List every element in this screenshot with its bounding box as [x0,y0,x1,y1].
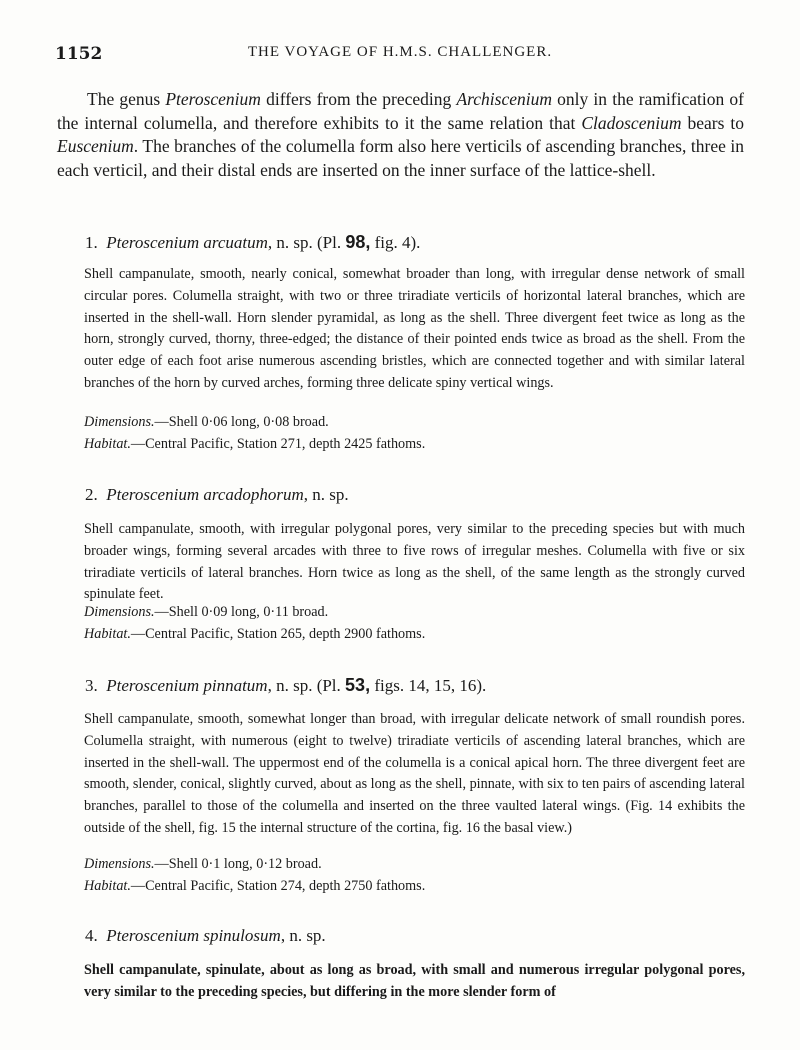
running-header [55,44,745,68]
genus-name: Pteroscenium [165,89,261,109]
species-name: Pteroscenium arcuatum [106,233,268,252]
dimensions-line: Dimensions.—Shell 0·09 long, 0·11 broad. [84,604,329,620]
species-heading: 2. Pteroscenium arcadophorum, n. sp. [85,485,349,504]
running-title: THE VOYAGE OF H.M.S. CHALLENGER. [247,44,553,60]
dimensions-line: Dimensions.—Shell 0·06 long, 0·08 broad. [84,414,329,430]
habitat-line: Habitat.—Central Pacific, Station 265, depth 2900 fathoms. [84,626,426,642]
species-description: Shell campanulate, smooth, somewhat longer than broad, with irregular delicate network of small roundish pores. Columella straight, with numerous (eight to twelve) triradiate verticils of ascending lateral branches, which are inserted in the shell-wall. The uppermost end of the columella is a conical apical horn. The three divergent feet are smooth, slender, conical, slightly curved, about as long as the shell, pinnate, with six to ten pairs of ascending lateral branches, parallel to those of the columella and inserted on the three vaulted lateral wings. (Fig. 14 exhibits the outside of the shell, fig. 15 the internal structure of the cortina, fig. 16 the basal view.) [84,711,745,836]
species-name: Pteroscenium arcadophorum [106,485,304,504]
species-description: Shell campanulate, smooth, nearly conical, somewhat broader than long, with irregular dense network of small circular pores. Columella straight, with two or three triradiate verticils of horizontal lateral branches, which are inserted in the shell-wall. Horn slender pyramidal, as long as the shell. Three divergent feet twice as long as the horn, strongly curved, thorny, three-edged; the distance of their pointed ends twice as broad as the shell. From the outer edge of each foot arise numerous ascending bristles, which are connected together and with similar lateral branches of the horn by curved arches, forming three delicate spiny vertical wings. [84,266,745,391]
plate-number: 98, [345,232,371,252]
plate-number: 53, [345,675,371,695]
page-number: 1152 [55,44,103,64]
genus-name: Euscenium [57,136,134,156]
dimensions-line: Dimensions.—Shell 0·1 long, 0·12 broad. [84,856,322,872]
species-heading: 4. Pteroscenium spinulosum, n. sp. [85,926,326,945]
species-name: Pteroscenium pinnatum [106,676,268,695]
species-description: Shell campanulate, spinulate, about as long as broad, with small and numerous irregular polygonal pores, very similar to the preceding species, but differing in the more slender form of [84,962,745,1000]
species-name: Pteroscenium spinulosum [106,926,281,945]
intro-paragraph: The genus Pteroscenium differs from the preceding Archiscenium only in the ramification of the internal columella, and therefore exhibits to it the same relation that Cladoscenium bears to Euscenium. The branches of the columella form also here verticils of ascending branches, three in each verticil, and their distal ends are inserted on the inner surface of the lattice-shell. [57,89,744,180]
species-heading: 1. Pteroscenium arcuatum, n. sp. (Pl. 98, fig. 4). [85,232,421,252]
species-heading: 3. Pteroscenium pinnatum, n. sp. (Pl. 53, figs. 14, 15, 16). [85,675,487,695]
habitat-line: Habitat.—Central Pacific, Station 274, depth 2750 fathoms. [84,878,426,894]
species-description: Shell campanulate, smooth, with irregular polygonal pores, very similar to the preceding species but with much broader wings, forming several arcades with three to five rows of irregular meshes. Columella with five or six triradiate verticils of lateral branches. Horn twice as long as the shell, of the same length as the strongly curved spinulate feet. [84,521,745,603]
genus-name: Archiscenium [456,89,553,109]
genus-name: Cladoscenium [581,112,682,133]
habitat-line: Habitat.—Central Pacific, Station 271, depth 2425 fathoms. [84,436,426,452]
